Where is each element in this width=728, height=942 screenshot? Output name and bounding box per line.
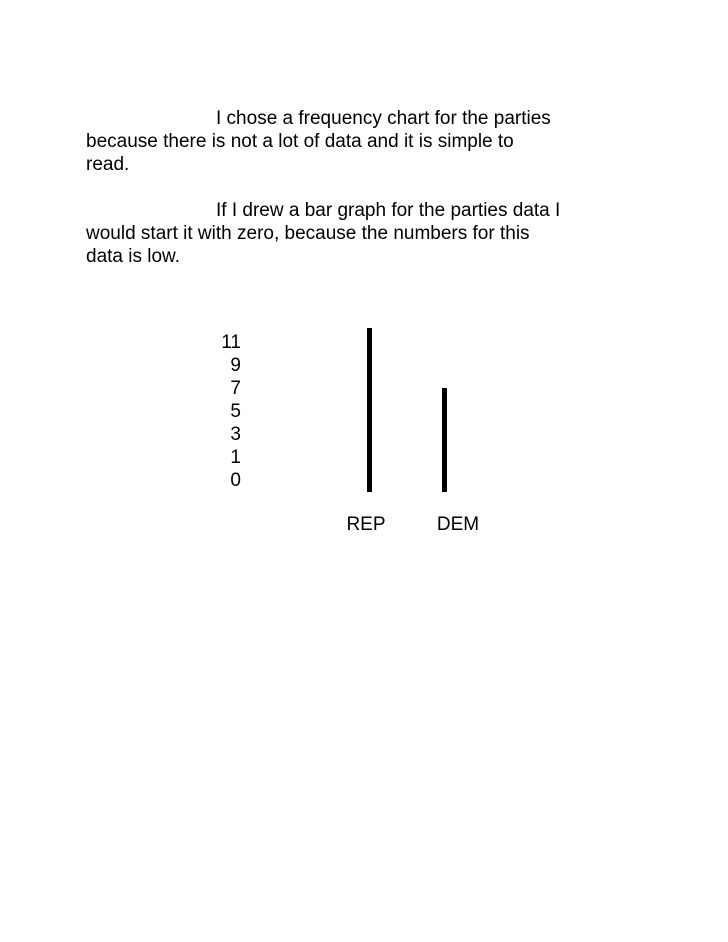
paragraph-line: would start it with zero, because the numbers for this bbox=[86, 223, 530, 244]
bar-dem bbox=[442, 388, 447, 492]
y-tick-label: 5 bbox=[230, 401, 241, 422]
bar-rep bbox=[367, 328, 372, 492]
y-tick-label: 3 bbox=[230, 424, 241, 445]
paragraph-line: because there is not a lot of data and it is simple to bbox=[86, 131, 514, 152]
y-tick-label: 0 bbox=[230, 470, 241, 491]
y-tick-label: 7 bbox=[230, 378, 241, 399]
paragraph-line: data is low. bbox=[86, 246, 180, 267]
y-tick-label: 11 bbox=[221, 332, 241, 353]
y-tick-label: 1 bbox=[230, 447, 241, 468]
paragraph-line: If I drew a bar graph for the parties data I bbox=[216, 200, 561, 221]
paragraph-line: read. bbox=[86, 154, 130, 175]
y-tick-label: 9 bbox=[230, 355, 241, 376]
category-label-rep: REP bbox=[346, 514, 386, 535]
paragraph-line: I chose a frequency chart for the parties bbox=[216, 108, 551, 129]
category-label-dem: DEM bbox=[436, 514, 480, 535]
